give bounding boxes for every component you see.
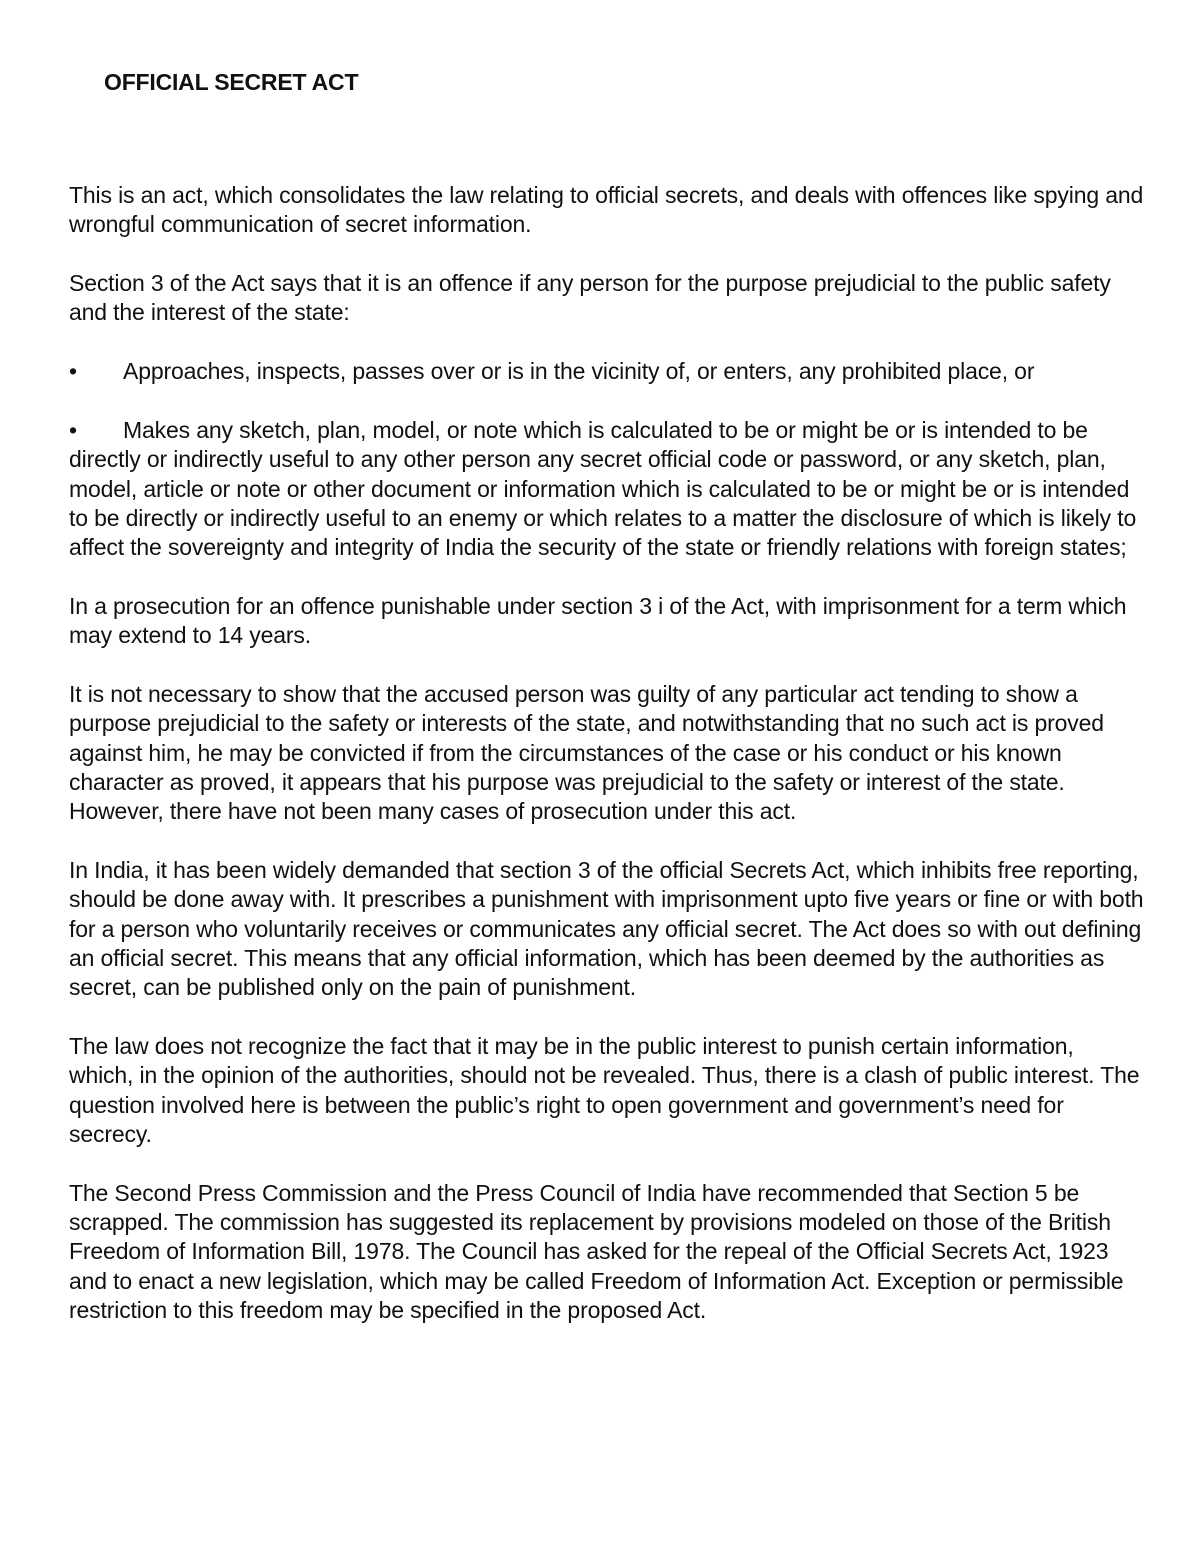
paragraph-section-3: Section 3 of the Act says that it is an offence if any person for the purpose prejudicial to the public safety and the interest of the state: [69,270,1111,326]
bullet-marker: • [69,416,77,443]
bullet-text: Approaches, inspects, passes over or is in the vicinity of, or enters, any prohibited place, or [123,358,1035,385]
paragraph-public-interest: The law does not recognize the fact that it may be in the public interest to punish certain information, which, in the opinion of the authorities, should not be revealed. Thus, there is a clash of public interest. The question involved here is between the public’s right to open government and government’s need for secrecy. [69,1033,1140,1147]
paragraph-india-demand: In India, it has been widely demanded that section 3 of the official Secrets Act, which inhibits free reporting, should be done away with. It prescribes a punishment with imprisonment upto five years or fine or with both for a person who voluntarily receives or communicates any official secret. The Act does so with out defining an official secret. This means that any official information, which has been deemed by the authorities as secret, can be published only on the pain of punishment. [69,857,1144,1001]
paragraph-press-commission: The Second Press Commission and the Press Council of India have recommended that Section 5 be scrapped. The commission has suggested its replacement by provisions modeled on those of the British Freedom of Information Bill, 1978. The Council has asked for the repeal of the Official Secrets Act, 1923 and to enact a new legislation, which may be called Freedom of Information Act. Exception or permissible restriction to this freedom may be specified in the proposed Act. [69,1179,1124,1323]
document-title: OFFICIAL SECRET ACT [104,69,359,95]
bullet-marker: • [69,358,77,385]
paragraph-intro: This is an act, which consolidates the law relating to official secrets, and deals with offences like spying and wrongful communication of secret information. [69,182,1144,238]
bullet-text: Makes any sketch, plan, model, or note which is calculated to be or might be or is intended to be directly or indirectly useful to any other person any secret official code or password, or any sketch, plan, model, article or note or other document or information which is calculated to be or might be or is intended to be directly or indirectly useful to an enemy or which relates to a matter the disclosure of which is likely to affect the sovereignty and integrity of India the security of the state or friendly relations with foreign states; [69,416,1137,561]
bullet-item-approaches [69,357,1144,386]
paragraph-prosecution: In a prosecution for an offence punishable under section 3 i of the Act, with imprisonment for a term which may extend to 14 years. [69,592,1127,649]
paragraph-not-necessary: It is not necessary to show that the accused person was guilty of any particular act tending to show a purpose prejudicial to the safety or interests of the state, and notwithstanding that no such act is proved against him, he may be convicted if from the circumstances of the case or his conduct or his known character as proved, it appears that his purpose was prejudicial to the safety or interest of the state. However, there have not been many cases of prosecution under this act. [69,681,1104,825]
bullet-item-makes-sketch [69,416,1144,562]
document-body [69,181,1144,1355]
